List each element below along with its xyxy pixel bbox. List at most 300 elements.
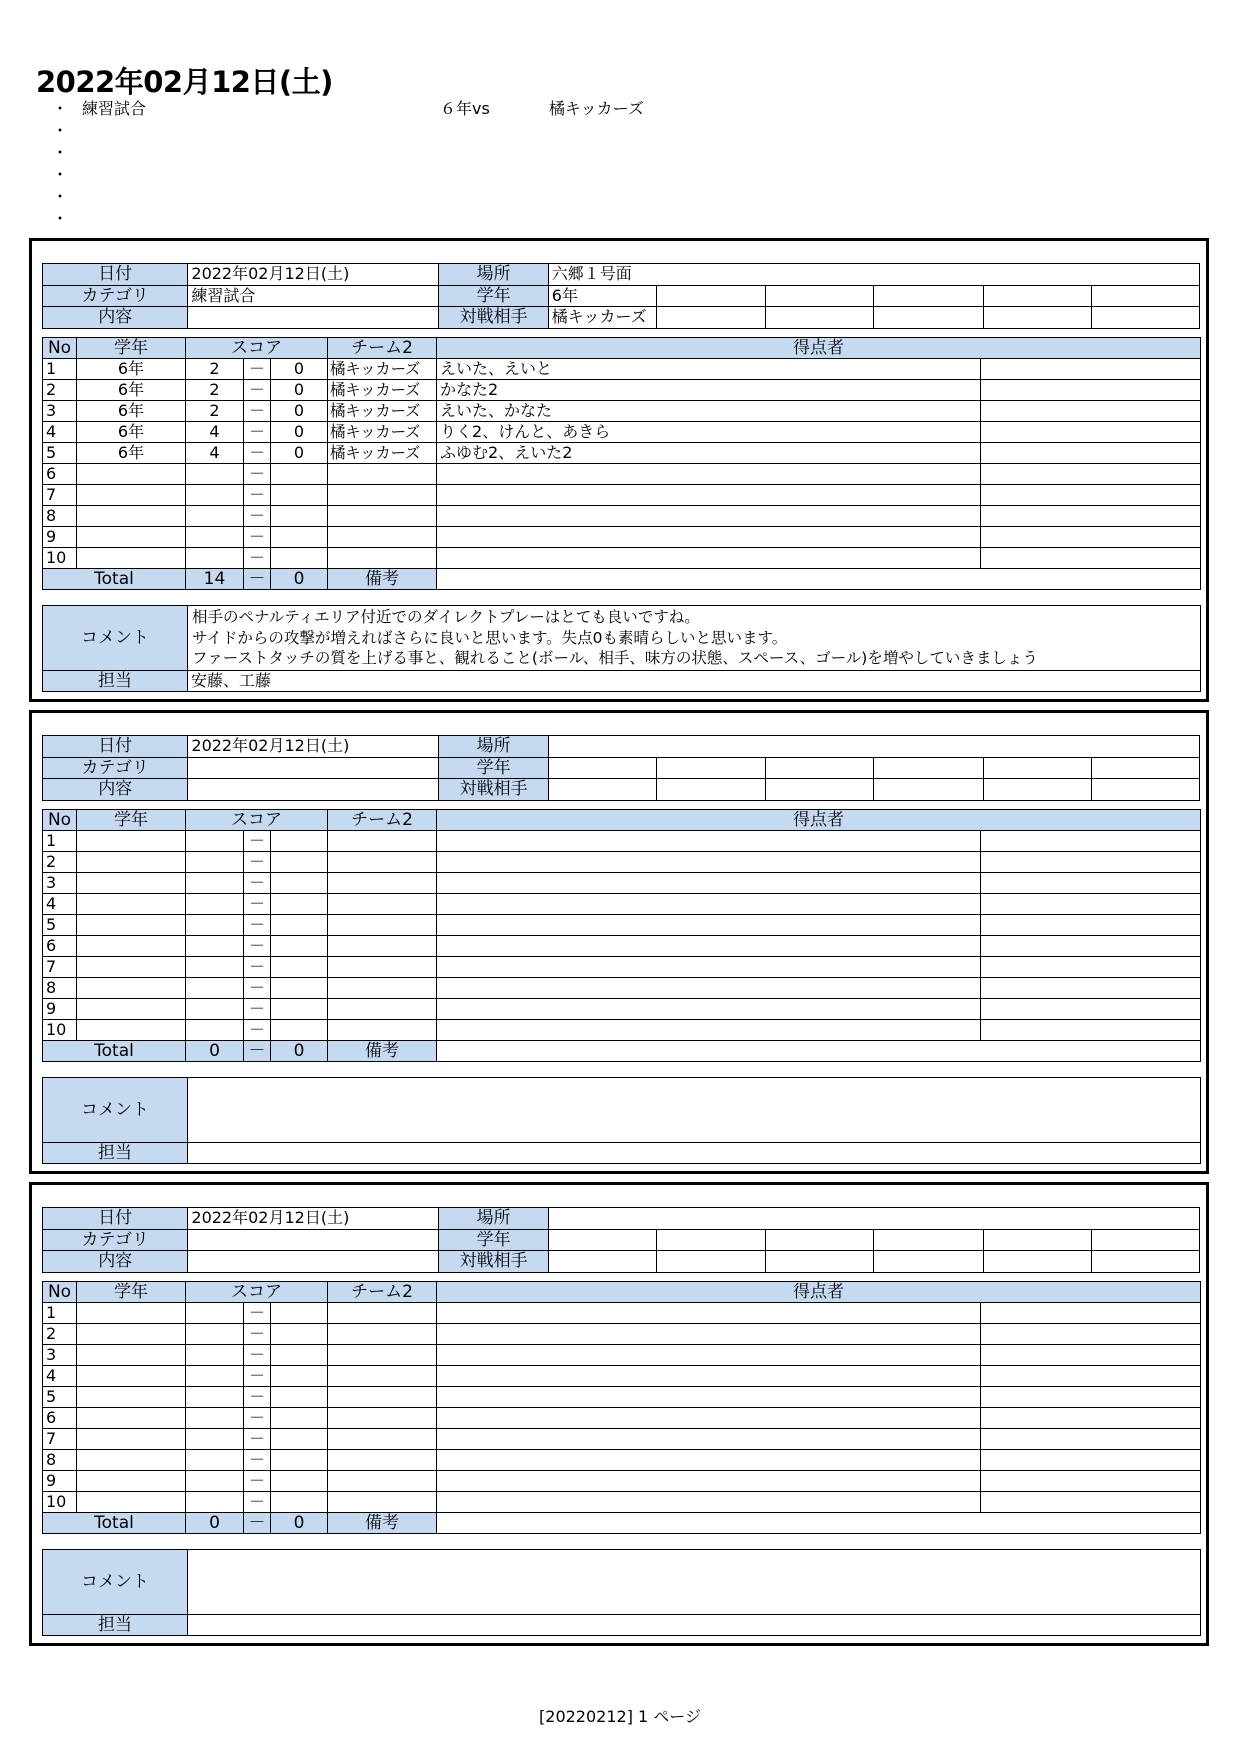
row-grade[interactable]: [77, 873, 186, 894]
row-no: 8: [43, 506, 77, 527]
row-score-dash: －: [244, 1471, 271, 1492]
row-grade[interactable]: [77, 978, 186, 999]
row-score-away[interactable]: [271, 894, 328, 915]
opponent-extra-cell[interactable]: [1091, 1251, 1199, 1273]
row-score-away[interactable]: [271, 1324, 328, 1345]
row-team2[interactable]: [328, 1345, 437, 1366]
row-scorers[interactable]: [437, 957, 981, 978]
row-score-home[interactable]: [186, 1303, 244, 1324]
row-score-away[interactable]: [271, 1471, 328, 1492]
date-label: 日付: [43, 264, 188, 286]
row-no: 7: [43, 485, 77, 506]
row-team2[interactable]: [328, 1324, 437, 1345]
date-value[interactable]: 2022年02月12日(土): [188, 1208, 439, 1230]
opponent-extra-cell[interactable]: [983, 779, 1091, 801]
total-home: 0: [186, 1041, 244, 1062]
date-value[interactable]: 2022年02月12日(土): [188, 264, 439, 286]
remarks-value[interactable]: [437, 569, 1201, 590]
row-scorers[interactable]: [437, 1303, 981, 1324]
row-score-away[interactable]: [271, 1345, 328, 1366]
total-label: Total: [43, 1513, 186, 1534]
row-no: 5: [43, 915, 77, 936]
opponent-extra-cell[interactable]: [874, 307, 983, 329]
row-grade[interactable]: [77, 1471, 186, 1492]
row-scorers[interactable]: [437, 506, 981, 527]
row-no: 6: [43, 1408, 77, 1429]
grade-extra-cell[interactable]: [874, 757, 983, 779]
row-score-home[interactable]: [186, 852, 244, 873]
place-value[interactable]: 六郷１号面: [548, 264, 1199, 286]
total-dash: －: [244, 569, 271, 590]
row-grade[interactable]: [77, 1387, 186, 1408]
row-score-home[interactable]: 2: [186, 380, 244, 401]
col-no-header: No: [43, 338, 77, 359]
row-team2[interactable]: [328, 1450, 437, 1471]
row-scorers[interactable]: [437, 1471, 981, 1492]
row-team2[interactable]: [328, 1429, 437, 1450]
row-score-home[interactable]: 2: [186, 401, 244, 422]
row-scorers-extra[interactable]: [981, 1366, 1201, 1387]
row-team2[interactable]: [328, 957, 437, 978]
row-team2[interactable]: [328, 1492, 437, 1513]
row-score-away[interactable]: 0: [271, 380, 328, 401]
col-no-header: No: [43, 1282, 77, 1303]
row-scorers-extra[interactable]: [981, 527, 1201, 548]
row-score-home[interactable]: [186, 1020, 244, 1041]
row-grade[interactable]: [77, 936, 186, 957]
col-score-header: スコア: [186, 338, 328, 359]
row-grade[interactable]: [77, 1020, 186, 1041]
row-score-away[interactable]: [271, 1387, 328, 1408]
row-score-away[interactable]: [271, 1429, 328, 1450]
row-team2[interactable]: [328, 1471, 437, 1492]
row-score-home[interactable]: 4: [186, 422, 244, 443]
grade-extra-cell[interactable]: [983, 285, 1091, 307]
row-grade[interactable]: [77, 464, 186, 485]
row-grade[interactable]: [77, 1366, 186, 1387]
row-score-home[interactable]: 4: [186, 443, 244, 464]
row-score-dash: －: [244, 485, 271, 506]
row-team2[interactable]: [328, 506, 437, 527]
row-team2[interactable]: [328, 1366, 437, 1387]
bullet-item: [52, 164, 1202, 186]
row-score-away[interactable]: [271, 527, 328, 548]
row-team2[interactable]: 橘キッカーズ: [328, 422, 437, 443]
row-score-away[interactable]: [271, 915, 328, 936]
row-score-away[interactable]: 0: [271, 422, 328, 443]
opponent-value[interactable]: [548, 779, 656, 801]
row-scorers-extra[interactable]: [981, 1408, 1201, 1429]
staff-label: 担当: [43, 1615, 188, 1636]
row-score-home[interactable]: [186, 1408, 244, 1429]
row-grade[interactable]: 6年: [77, 401, 186, 422]
row-score-home[interactable]: [186, 999, 244, 1020]
opponent-extra-cell[interactable]: [1091, 307, 1199, 329]
comment-line: サイドからの攻撃が増えればさらに良いと思います。失点0も素晴らしいと思います。: [192, 628, 788, 647]
row-score-dash: －: [244, 1450, 271, 1471]
row-grade[interactable]: [77, 915, 186, 936]
row-scorers[interactable]: えいた、かなた: [437, 401, 981, 422]
row-team2[interactable]: [328, 1303, 437, 1324]
row-scorers[interactable]: [437, 1450, 981, 1471]
grade-value[interactable]: 6年: [548, 285, 656, 307]
row-grade[interactable]: [77, 957, 186, 978]
staff-value[interactable]: [188, 1143, 1201, 1164]
date-value[interactable]: 2022年02月12日(土): [188, 736, 439, 758]
row-scorers[interactable]: [437, 1366, 981, 1387]
comment-value[interactable]: [188, 606, 1201, 671]
col-no-header: No: [43, 810, 77, 831]
grade-extra-cell[interactable]: [983, 1229, 1091, 1251]
row-score-away[interactable]: [271, 873, 328, 894]
row-scorers[interactable]: [437, 831, 981, 852]
row-score-home[interactable]: [186, 978, 244, 999]
row-score-home[interactable]: [186, 915, 244, 936]
row-score-home[interactable]: [186, 548, 244, 569]
row-grade[interactable]: [77, 1324, 186, 1345]
table-row: [43, 1324, 1201, 1345]
row-scorers[interactable]: [437, 894, 981, 915]
place-label: 場所: [439, 736, 548, 758]
grade-extra-cell[interactable]: [874, 285, 983, 307]
row-scorers-extra[interactable]: [981, 359, 1201, 380]
row-score-dash: －: [244, 548, 271, 569]
row-grade[interactable]: [77, 831, 186, 852]
table-row: [43, 380, 1201, 401]
place-value[interactable]: [548, 1208, 1199, 1230]
row-score-home[interactable]: [186, 957, 244, 978]
row-score-dash: －: [244, 506, 271, 527]
row-score-away[interactable]: 0: [271, 359, 328, 380]
row-team2[interactable]: [328, 464, 437, 485]
row-team2[interactable]: [328, 1020, 437, 1041]
row-score-home[interactable]: 2: [186, 359, 244, 380]
comment-value[interactable]: [188, 1078, 1201, 1143]
page-footer: [20220212] 1 ページ: [539, 1707, 701, 1726]
content-value[interactable]: [188, 1251, 439, 1273]
col-grade-header: 学年: [77, 1282, 186, 1303]
staff-value[interactable]: [188, 1615, 1201, 1636]
row-team2[interactable]: [328, 831, 437, 852]
row-grade[interactable]: [77, 1303, 186, 1324]
place-value[interactable]: [548, 736, 1199, 758]
row-score-home[interactable]: [186, 1471, 244, 1492]
row-scorers[interactable]: [437, 915, 981, 936]
row-score-away[interactable]: [271, 936, 328, 957]
grade-extra-cell[interactable]: [766, 757, 874, 779]
row-score-home[interactable]: [186, 1450, 244, 1471]
row-scorers-extra[interactable]: [981, 852, 1201, 873]
row-score-home[interactable]: [186, 485, 244, 506]
opponent-extra-cell[interactable]: [656, 779, 765, 801]
row-score-home[interactable]: [186, 873, 244, 894]
row-scorers-extra[interactable]: [981, 1471, 1201, 1492]
row-score-home[interactable]: [186, 464, 244, 485]
row-score-away[interactable]: [271, 999, 328, 1020]
row-score-away[interactable]: [271, 978, 328, 999]
row-team2[interactable]: [328, 978, 437, 999]
opponent-extra-cell[interactable]: [983, 1251, 1091, 1273]
opponent-extra-cell[interactable]: [766, 779, 874, 801]
opponent-extra-cell[interactable]: [656, 307, 765, 329]
grade-extra-cell[interactable]: [983, 757, 1091, 779]
total-away: 0: [271, 1513, 328, 1534]
remarks-value[interactable]: [437, 1513, 1201, 1534]
row-scorers[interactable]: [437, 485, 981, 506]
grade-value[interactable]: [548, 757, 656, 779]
row-scorers-extra[interactable]: [981, 1492, 1201, 1513]
row-score-away[interactable]: [271, 1020, 328, 1041]
row-grade[interactable]: 6年: [77, 443, 186, 464]
row-scorers-extra[interactable]: [981, 978, 1201, 999]
row-scorers-extra[interactable]: [981, 401, 1201, 422]
row-scorers-extra[interactable]: [981, 915, 1201, 936]
table-row: [43, 978, 1201, 999]
row-team2[interactable]: [328, 1387, 437, 1408]
row-scorers-extra[interactable]: [981, 506, 1201, 527]
bullet-grade-vs: ６年vs: [440, 99, 490, 118]
grade-extra-cell[interactable]: [766, 285, 874, 307]
remarks-value[interactable]: [437, 1041, 1201, 1062]
row-scorers[interactable]: [437, 978, 981, 999]
row-no: 2: [43, 852, 77, 873]
row-score-home[interactable]: [186, 1387, 244, 1408]
table-row: [43, 443, 1201, 464]
bullet-mark: ・: [52, 187, 69, 206]
opponent-value[interactable]: [548, 1251, 656, 1273]
row-score-away[interactable]: [271, 485, 328, 506]
row-score-home[interactable]: [186, 894, 244, 915]
row-team2[interactable]: [328, 894, 437, 915]
row-scorers-extra[interactable]: [981, 873, 1201, 894]
opponent-extra-cell[interactable]: [983, 307, 1091, 329]
row-score-away[interactable]: [271, 852, 328, 873]
row-scorers-extra[interactable]: [981, 1387, 1201, 1408]
row-scorers-extra[interactable]: [981, 936, 1201, 957]
row-grade[interactable]: [77, 485, 186, 506]
row-score-away[interactable]: [271, 831, 328, 852]
row-team2[interactable]: 橘キッカーズ: [328, 401, 437, 422]
row-score-home[interactable]: [186, 527, 244, 548]
row-no: 6: [43, 464, 77, 485]
score-table: [42, 1281, 1201, 1534]
row-team2[interactable]: [328, 1408, 437, 1429]
row-team2[interactable]: [328, 852, 437, 873]
row-score-home[interactable]: [186, 1345, 244, 1366]
row-no: 2: [43, 1324, 77, 1345]
row-grade[interactable]: 6年: [77, 359, 186, 380]
row-scorers-extra[interactable]: [981, 894, 1201, 915]
row-grade[interactable]: [77, 1492, 186, 1513]
row-team2[interactable]: [328, 915, 437, 936]
row-score-away[interactable]: [271, 1303, 328, 1324]
row-scorers[interactable]: [437, 1324, 981, 1345]
category-value[interactable]: [188, 1229, 439, 1251]
row-grade[interactable]: [77, 999, 186, 1020]
row-scorers-extra[interactable]: [981, 443, 1201, 464]
bullet-text: 練習試合: [82, 99, 147, 118]
grade-extra-cell[interactable]: [1091, 285, 1199, 307]
row-grade[interactable]: [77, 852, 186, 873]
grade-extra-cell[interactable]: [656, 285, 765, 307]
row-score-home[interactable]: [186, 831, 244, 852]
row-score-away[interactable]: [271, 1450, 328, 1471]
bullet-mark: ・: [52, 209, 69, 228]
row-grade[interactable]: [77, 1408, 186, 1429]
row-grade[interactable]: [77, 1345, 186, 1366]
remarks-label: 備考: [328, 1041, 437, 1062]
row-scorers[interactable]: [437, 464, 981, 485]
category-value[interactable]: [188, 757, 439, 779]
row-no: 5: [43, 443, 77, 464]
row-score-away[interactable]: [271, 1366, 328, 1387]
table-row: [43, 1387, 1201, 1408]
row-scorers-extra[interactable]: [981, 957, 1201, 978]
row-score-away[interactable]: 0: [271, 401, 328, 422]
row-scorers-extra[interactable]: [981, 831, 1201, 852]
row-scorers-extra[interactable]: [981, 464, 1201, 485]
row-score-home[interactable]: [186, 1492, 244, 1513]
row-scorers[interactable]: りく2、けんと、あきら: [437, 422, 981, 443]
opponent-label: 対戦相手: [439, 1251, 548, 1273]
row-score-away[interactable]: [271, 464, 328, 485]
row-score-away[interactable]: [271, 1408, 328, 1429]
row-scorers[interactable]: [437, 1408, 981, 1429]
row-scorers[interactable]: えいた、えいと: [437, 359, 981, 380]
row-no: 3: [43, 401, 77, 422]
row-score-dash: －: [244, 936, 271, 957]
row-score-away[interactable]: 0: [271, 443, 328, 464]
row-score-home[interactable]: [186, 1366, 244, 1387]
bullet-list: [52, 98, 1202, 230]
row-score-home[interactable]: [186, 936, 244, 957]
row-no: 6: [43, 936, 77, 957]
row-score-home[interactable]: [186, 1429, 244, 1450]
table-row: [43, 422, 1201, 443]
row-grade[interactable]: [77, 1450, 186, 1471]
date-label: 日付: [43, 736, 188, 758]
grade-extra-cell[interactable]: [766, 1229, 874, 1251]
opponent-extra-cell[interactable]: [874, 779, 983, 801]
staff-label: 担当: [43, 1143, 188, 1164]
row-grade[interactable]: 6年: [77, 422, 186, 443]
row-grade[interactable]: [77, 527, 186, 548]
row-scorers-extra[interactable]: [981, 1429, 1201, 1450]
opponent-extra-cell[interactable]: [656, 1251, 765, 1273]
row-team2[interactable]: 橘キッカーズ: [328, 380, 437, 401]
row-grade[interactable]: [77, 506, 186, 527]
category-value[interactable]: 練習試合: [188, 285, 439, 307]
total-dash: －: [244, 1513, 271, 1534]
row-team2[interactable]: [328, 548, 437, 569]
row-scorers-extra[interactable]: [981, 1450, 1201, 1471]
opponent-extra-cell[interactable]: [1091, 779, 1199, 801]
total-row: [43, 1041, 1201, 1062]
row-scorers[interactable]: [437, 936, 981, 957]
match-record-panel: [29, 1182, 1209, 1646]
grade-extra-cell[interactable]: [656, 1229, 765, 1251]
opponent-value[interactable]: 橘キッカーズ: [548, 307, 656, 329]
row-scorers-extra[interactable]: [981, 485, 1201, 506]
opponent-extra-cell[interactable]: [766, 307, 874, 329]
content-value[interactable]: [188, 779, 439, 801]
grade-extra-cell[interactable]: [1091, 1229, 1199, 1251]
row-team2[interactable]: 橘キッカーズ: [328, 359, 437, 380]
grade-extra-cell[interactable]: [656, 757, 765, 779]
row-team2[interactable]: [328, 527, 437, 548]
opponent-extra-cell[interactable]: [874, 1251, 983, 1273]
opponent-extra-cell[interactable]: [766, 1251, 874, 1273]
row-team2[interactable]: [328, 873, 437, 894]
row-scorers[interactable]: [437, 873, 981, 894]
row-score-away[interactable]: [271, 506, 328, 527]
row-scorers-extra[interactable]: [981, 1345, 1201, 1366]
grade-extra-cell[interactable]: [874, 1229, 983, 1251]
row-scorers[interactable]: [437, 548, 981, 569]
row-grade[interactable]: 6年: [77, 380, 186, 401]
row-no: 4: [43, 422, 77, 443]
row-scorers-extra[interactable]: [981, 999, 1201, 1020]
grade-extra-cell[interactable]: [1091, 757, 1199, 779]
row-grade[interactable]: [77, 1429, 186, 1450]
row-grade[interactable]: [77, 548, 186, 569]
row-scorers[interactable]: [437, 999, 981, 1020]
row-scorers-extra[interactable]: [981, 380, 1201, 401]
row-no: 9: [43, 1471, 77, 1492]
row-team2[interactable]: [328, 485, 437, 506]
row-score-dash: －: [244, 359, 271, 380]
row-team2[interactable]: [328, 936, 437, 957]
row-scorers-extra[interactable]: [981, 1303, 1201, 1324]
comment-value[interactable]: [188, 1550, 1201, 1615]
table-row: [43, 873, 1201, 894]
row-scorers[interactable]: [437, 1387, 981, 1408]
grade-value[interactable]: [548, 1229, 656, 1251]
row-grade[interactable]: [77, 894, 186, 915]
opponent-label: 対戦相手: [439, 307, 548, 329]
row-scorers-extra[interactable]: [981, 1324, 1201, 1345]
row-scorers[interactable]: かなた2: [437, 380, 981, 401]
row-score-home[interactable]: [186, 1324, 244, 1345]
staff-value[interactable]: 安藤、工藤: [188, 671, 1201, 692]
col-grade-header: 学年: [77, 810, 186, 831]
row-score-away[interactable]: [271, 1492, 328, 1513]
row-score-away[interactable]: [271, 548, 328, 569]
table-row: [43, 401, 1201, 422]
category-label: カテゴリ: [43, 285, 188, 307]
row-scorers[interactable]: [437, 1345, 981, 1366]
table-row: [43, 915, 1201, 936]
content-value[interactable]: [188, 307, 439, 329]
place-label: 場所: [439, 1208, 548, 1230]
row-scorers[interactable]: ふゆむ2、えいた2: [437, 443, 981, 464]
row-team2[interactable]: 橘キッカーズ: [328, 443, 437, 464]
row-score-home[interactable]: [186, 506, 244, 527]
row-score-dash: －: [244, 894, 271, 915]
row-scorers[interactable]: [437, 852, 981, 873]
row-scorers-extra[interactable]: [981, 548, 1201, 569]
row-scorers-extra[interactable]: [981, 1020, 1201, 1041]
row-score-away[interactable]: [271, 957, 328, 978]
row-scorers[interactable]: [437, 1429, 981, 1450]
row-score-dash: －: [244, 1020, 271, 1041]
row-scorers[interactable]: [437, 1020, 981, 1041]
row-scorers[interactable]: [437, 527, 981, 548]
row-scorers[interactable]: [437, 1492, 981, 1513]
row-scorers-extra[interactable]: [981, 422, 1201, 443]
table-row: [43, 464, 1201, 485]
row-team2[interactable]: [328, 999, 437, 1020]
